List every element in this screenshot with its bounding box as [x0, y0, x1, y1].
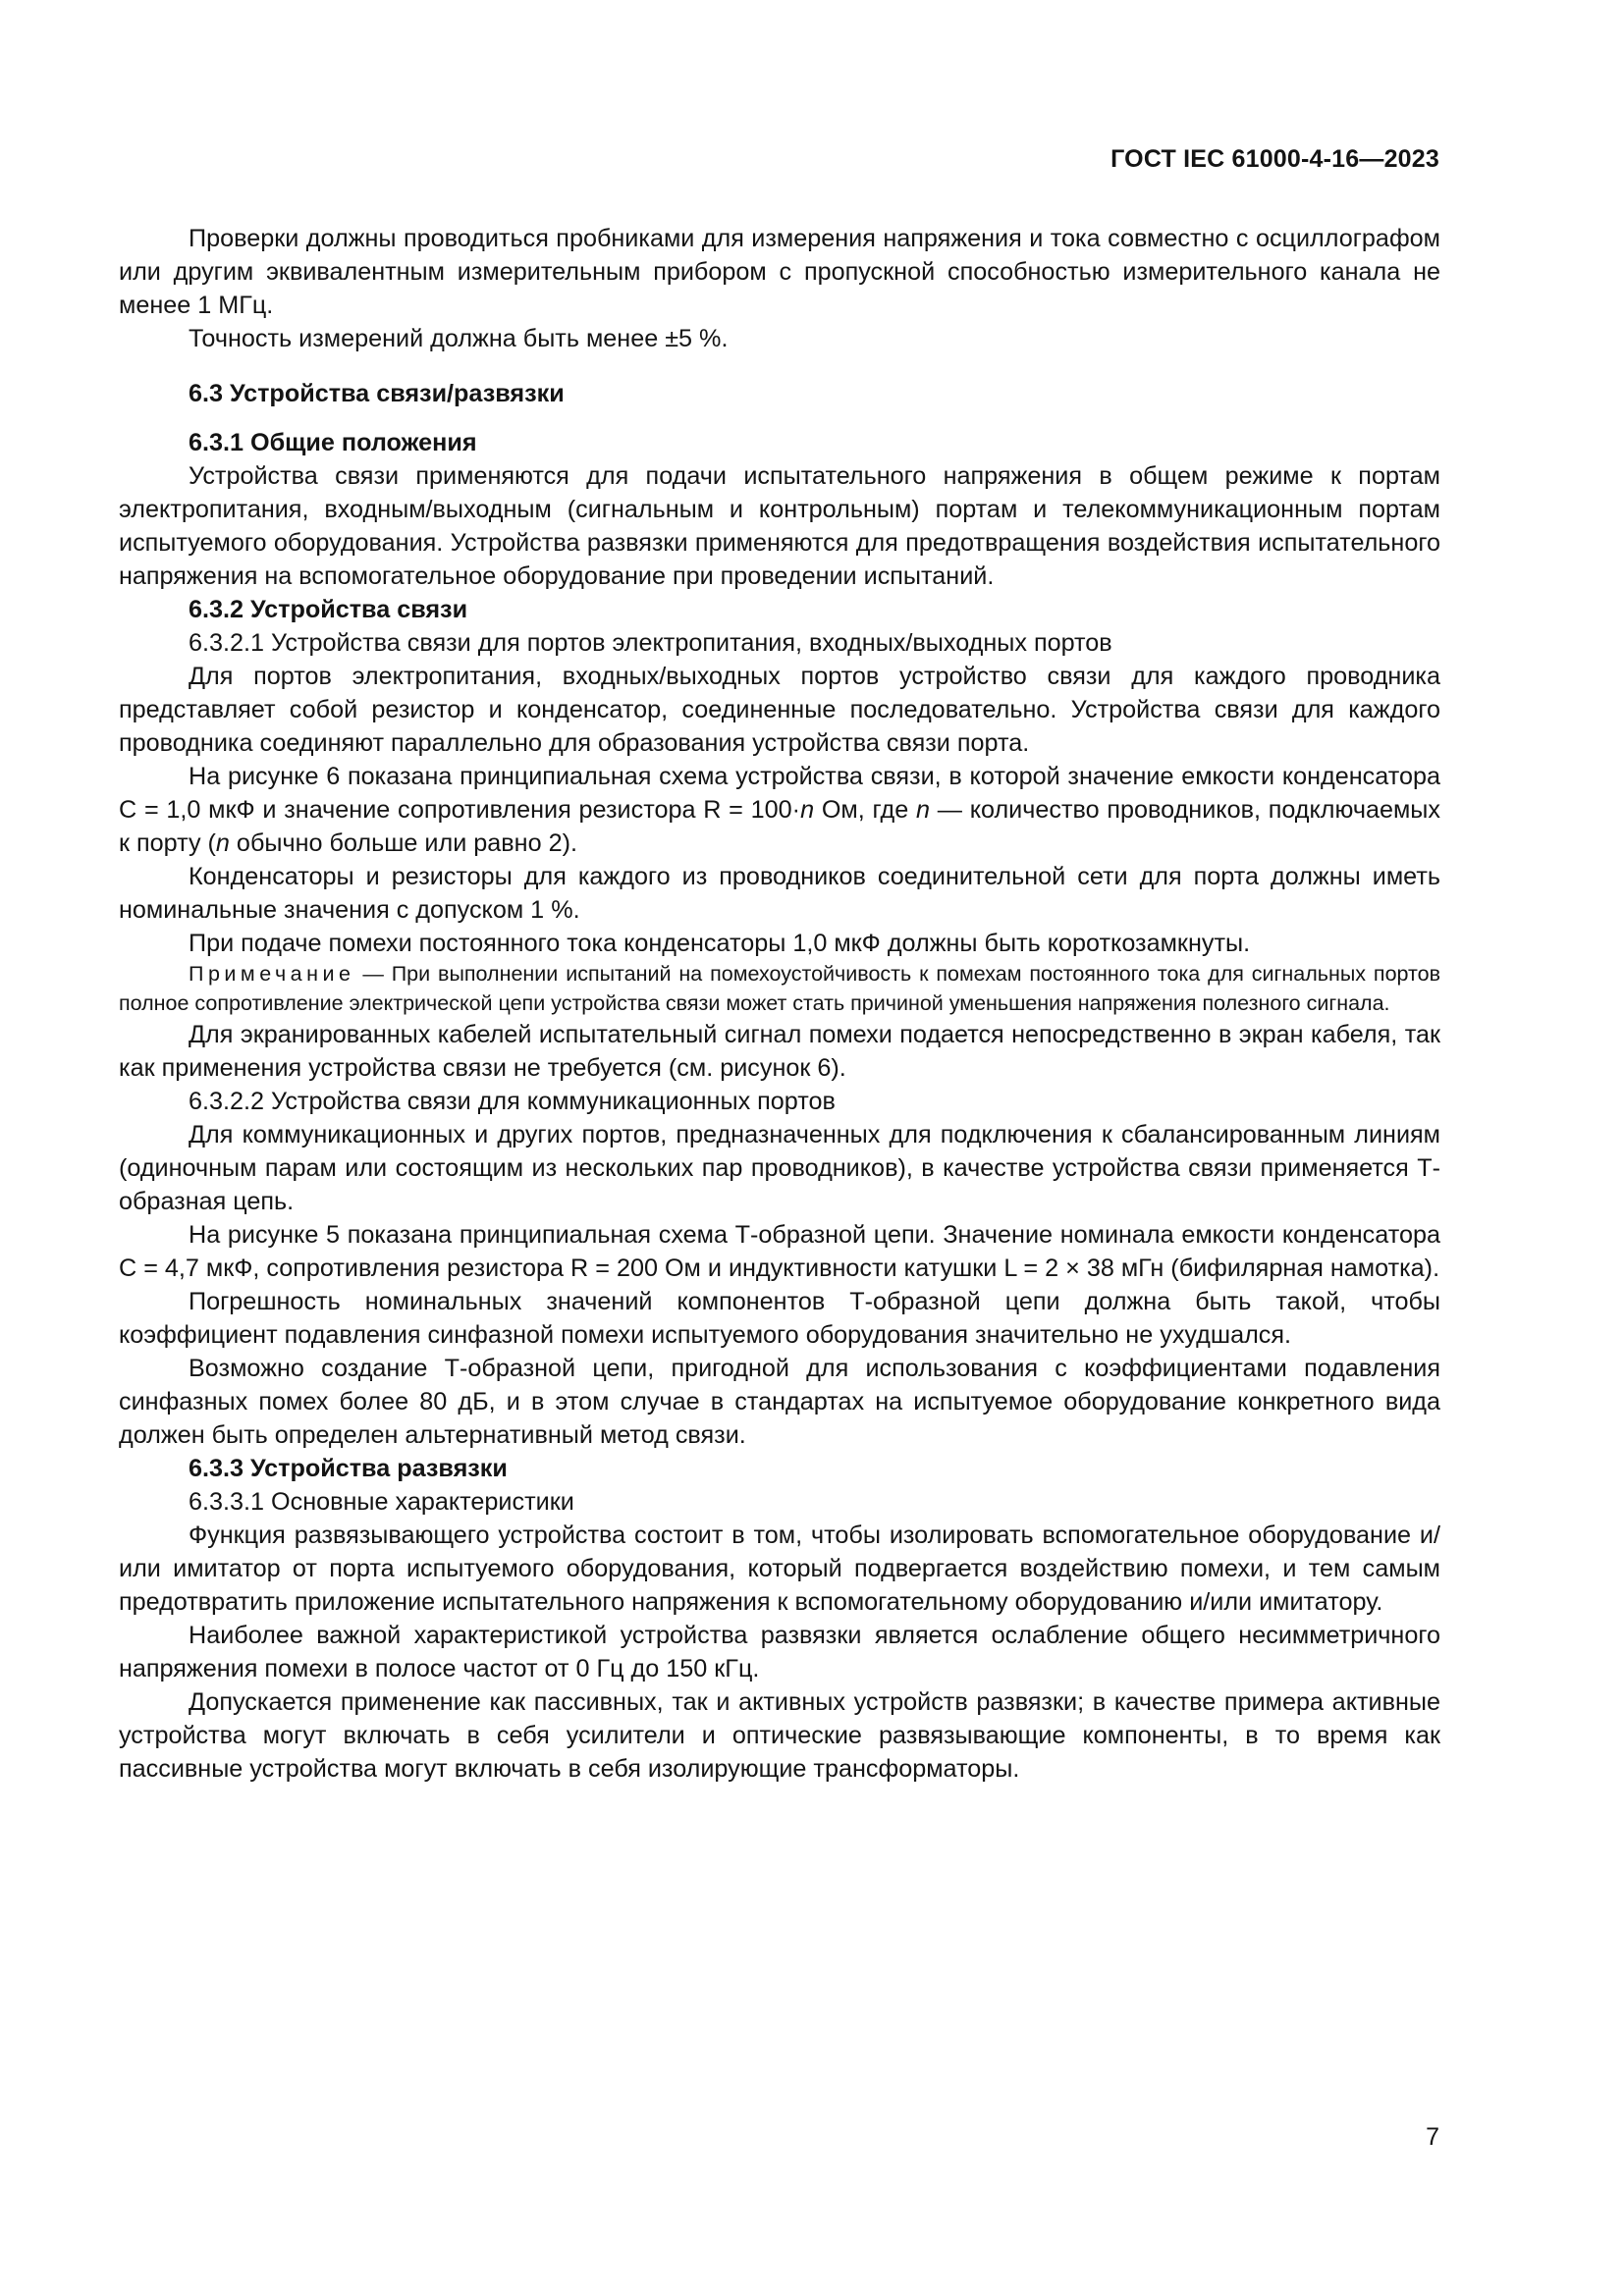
- note-text: — При выполнении испытаний на помехоустойчивость к помехам постоянного тока для сигнальных портов полное сопротивление электрической цепи устройства связи может стать причиной уменьшения напряжения полезного сигнала.: [119, 962, 1440, 1015]
- section-heading-6-3-3: 6.3.3 Устройства развязки: [189, 1455, 508, 1482]
- paragraph: Допускается применение как пассивных, так и активных устройств развязки; в качестве примера активные устройства могут включать в себя усилители и оптические развязывающие компоненты, в то время как пассивные устройства могут включать в себя изолирующие трансформаторы.: [119, 1688, 1440, 1783]
- paragraph: Конденсаторы и резисторы для каждого из проводников соединительной сети для порта должны иметь номинальные значения с допуском 1 %.: [119, 863, 1440, 924]
- paragraph-figure-6-description: На рисунке 6 показана принципиальная схема устройства связи, в которой значение емкости конденсатора С = 1,0 мкФ и значение сопротивления резистора R = 100·n Ом, где n — количество проводников, подключаемых к порту (n обычно больше или равно 2).: [119, 763, 1440, 857]
- paragraph: Проверки должны проводиться пробниками для измерения напряжения и тока совместно с осциллографом или другим эквивалентным измерительным прибором с пропускной способностью измерительного канала не менее 1 МГц.: [119, 225, 1440, 319]
- paragraph: Для портов электропитания, входных/выходных портов устройство связи для каждого проводника представляет собой резистор и конденсатор, соединенные последовательно. Устройства связи для каждого проводника соединяют параллельно для образования устройства связи порта.: [119, 663, 1440, 757]
- paragraph: Наиболее важной характеристикой устройства развязки является ослабление общего несимметричного напряжения помехи в полосе частот от 0 Гц до 150 кГц.: [119, 1622, 1440, 1682]
- section-heading-6-3-2: 6.3.2 Устройства связи: [189, 596, 468, 623]
- standard-designation: ГОСТ IEC 61000-4-16—2023: [1110, 145, 1439, 173]
- paragraph: Функция развязывающего устройства состоит в том, чтобы изолировать вспомогательное оборудование и/или имитатор от порта испытуемого оборудования, который подвергается воздействию помехи, и тем самым предотвратить приложение испытательного напряжения к вспомогательному оборудованию и/или имитатору.: [119, 1522, 1440, 1616]
- subsection-title-6-3-3-1: 6.3.3.1 Основные характеристики: [189, 1488, 574, 1516]
- paragraph: Устройства связи применяются для подачи испытательного напряжения в общем режиме к портам электропитания, входным/выходным (сигнальным и контрольным) портам и телекоммуникационным портам испытуемого оборудования. Устройства развязки применяются для предотвращения воздействия испытательного напряжения на вспомогательное оборудование при проведении испытаний.: [119, 462, 1440, 590]
- section-heading-6-3-1: 6.3.1 Общие положения: [189, 429, 477, 456]
- document-body: [119, 222, 1440, 1786]
- page-number: 7: [1426, 2123, 1439, 2151]
- paragraph: Для экранированных кабелей испытательный сигнал помехи подается непосредственно в экран кабеля, так как применения устройства связи не требуется (см. рисунок 6).: [119, 1021, 1440, 1082]
- paragraph: Точность измерений должна быть менее ±5 %.: [189, 325, 729, 352]
- paragraph: Для коммуникационных и других портов, предназначенных для подключения к сбалансированным линиям (одиночным парам или состоящим из нескольких пар проводников), в качестве устройства связи применяется Т-образная цепь.: [119, 1121, 1440, 1215]
- subsection-title-6-3-2-2: 6.3.2.2 Устройства связи для коммуникационных портов: [189, 1088, 836, 1115]
- paragraph: На рисунке 5 показана принципиальная схема Т-образной цепи. Значение номинала емкости конденсатора С = 4,7 мкФ, сопротивления резистора R = 200 Ом и индуктивности катушки L = 2 × 38 мГн (бифилярная намотка).: [119, 1221, 1440, 1282]
- subsection-title-6-3-2-1: 6.3.2.1 Устройства связи для портов электропитания, входных/выходных портов: [189, 629, 1112, 657]
- paragraph: При подаче помехи постоянного тока конденсаторы 1,0 мкФ должны быть короткозамкнуты.: [189, 930, 1251, 957]
- note: [119, 960, 1440, 1018]
- section-heading-6-3: 6.3 Устройства связи/развязки: [189, 380, 565, 407]
- paragraph: Погрешность номинальных значений компонентов Т-образной цепи должна быть такой, чтобы коэффициент подавления синфазной помехи испытуемого оборудования значительно не ухудшался.: [119, 1288, 1440, 1349]
- note-label: Примечание: [189, 962, 355, 986]
- paragraph: Возможно создание Т-образной цепи, пригодной для использования с коэффициентами подавления синфазных помех более 80 дБ, и в этом случае в стандартах на испытуемое оборудование конкретного вида должен быть определен альтернативный метод связи.: [119, 1355, 1440, 1449]
